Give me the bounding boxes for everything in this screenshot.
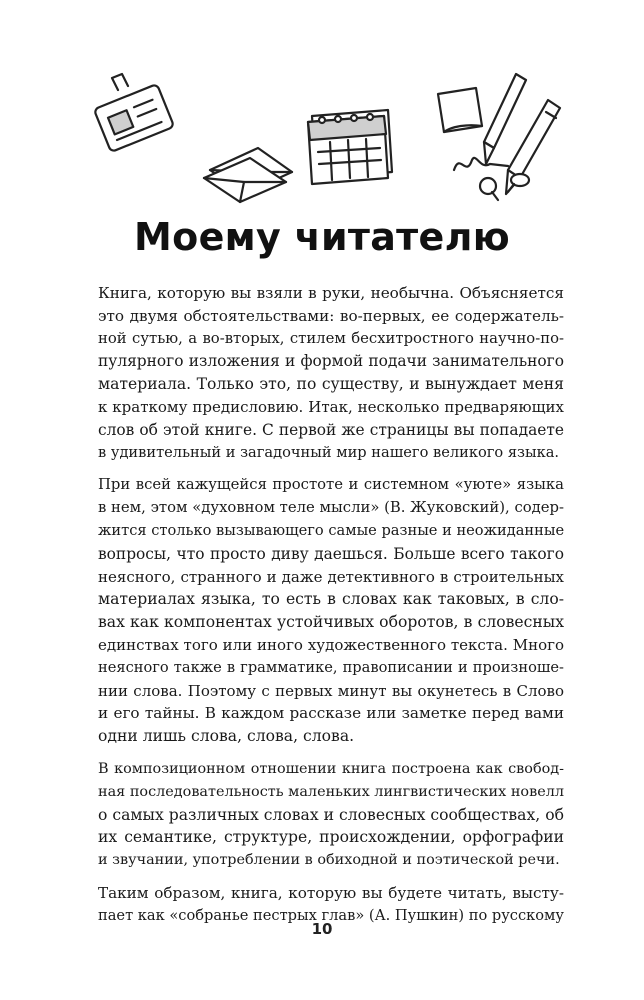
text-line: ная последовательность маленьких лингвистических новелл <box>98 783 564 800</box>
text-line: их семантике, структуре, происхождении, орфографии <box>98 828 564 847</box>
calendar-icon <box>308 110 392 184</box>
text-line: в нем, этом «духовном теле мысли» (В. Жуковский), содер- <box>98 499 564 517</box>
text-line: к краткому предисловию. Итак, несколько предваряющих <box>98 397 564 416</box>
text-line: жится столько вызывающего самые разные и неожиданные <box>98 521 565 539</box>
page-title: Моему читателю <box>134 215 510 259</box>
text-line: При всей кажущейся простоте и системном «уюте» языка <box>98 476 564 494</box>
text-line: вах как компонентах устойчивых оборотов, в словесных <box>98 613 564 632</box>
text-line: В композиционном отношении книга построена как свобод- <box>98 760 564 777</box>
text-line: материала. Только это, по существу, и вынуждает меня <box>98 375 564 394</box>
text-line: ной сутью, а во-вторых, стилем бесхитростного научно-по- <box>98 329 564 347</box>
text-line: пулярного изложения и формой подачи занимательного <box>98 352 564 371</box>
id-badge-icon <box>94 74 174 152</box>
envelopes-icon <box>204 148 292 202</box>
text-line: материалах языка, то есть в словах как таковых, в сло- <box>98 590 564 609</box>
text-line: вопросы, что просто диву даешься. Больше всего такого <box>98 544 564 563</box>
text-line: единствах того или иного художественного текста. Много <box>98 635 564 654</box>
text-line: и звучании, употреблении в обиходной и поэтической речи. <box>98 852 560 869</box>
squiggle-doodle <box>454 158 508 170</box>
sticky-note-icon <box>438 88 482 132</box>
paragraph-3 <box>98 758 564 872</box>
text-line: в удивительный и загадочный мир нашего великого языка. <box>98 443 560 461</box>
decorative-illustrations <box>0 60 644 230</box>
text-line: нии слова. Поэтому с первых минут вы окунетесь в Слово <box>98 681 564 700</box>
text-line: неясного также в грамматике, правописании и произноше- <box>98 658 564 676</box>
text-line: неясного, странного и даже детективного в строительных <box>98 567 564 586</box>
push-pins-icon <box>480 174 529 200</box>
text-line: о самых различных словах и словесных сообществах, об <box>98 805 564 824</box>
page-number: 10 <box>311 920 333 938</box>
text-line: одни лишь слова, слова, слова. <box>98 727 355 746</box>
text-line: Книга, которую вы взяли в руки, необычна. Объясняется <box>98 284 564 302</box>
text-line: это двумя обстоятельствами: во-первых, ее содержатель- <box>98 306 564 325</box>
text-line: и его тайны. В каждом рассказе или заметке перед вами <box>98 704 564 723</box>
text-line: Таким образом, книга, которую вы будете читать, высту- <box>98 883 564 902</box>
text-line: пает как «собранье пестрых глав» (А. Пушкин) по русскому <box>98 906 564 924</box>
paragraph-2 <box>98 474 564 748</box>
body-text <box>98 282 564 928</box>
paragraph-1 <box>98 282 564 464</box>
text-line: слов об этой книге. С первой же страницы вы попадаете <box>98 420 564 439</box>
